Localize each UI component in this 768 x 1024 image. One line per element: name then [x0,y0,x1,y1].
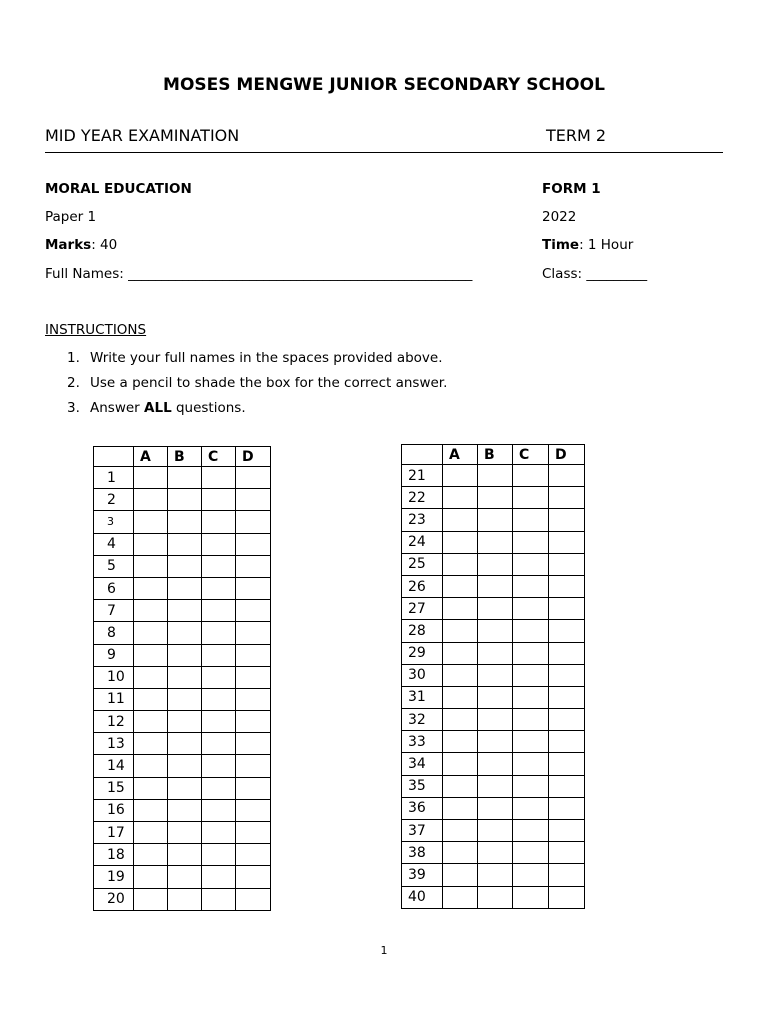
answer-box-a[interactable] [443,465,478,487]
answer-row [402,775,585,797]
answer-box-a[interactable] [134,799,168,821]
answer-grid-right [401,444,585,909]
answer-box-c[interactable] [513,598,549,620]
answer-box-b[interactable] [168,644,202,666]
answer-box-c[interactable] [202,688,236,710]
answer-row [94,577,271,599]
answer-row [402,731,585,753]
answer-box-b[interactable] [168,688,202,710]
answer-box-b[interactable] [168,555,202,577]
answer-box-c[interactable] [513,575,549,597]
answer-box-c[interactable] [513,775,549,797]
full-names-field[interactable]: Full Names: ___________________________________________________ [45,266,473,282]
answer-box-c[interactable] [513,553,549,575]
answer-box-a[interactable] [443,797,478,819]
answer-box-d[interactable] [549,709,585,731]
year-label: 2022 [542,209,577,225]
answer-box-a[interactable] [134,622,168,644]
class-field[interactable]: Class: _________ [542,266,648,282]
answer-box-c[interactable] [513,820,549,842]
question-number: 31 [402,686,443,708]
answer-box-d[interactable] [549,686,585,708]
answer-row [94,866,271,888]
option-header-b: B [168,447,202,467]
answer-box-d[interactable] [549,598,585,620]
answer-box-c[interactable] [513,642,549,664]
answer-box-a[interactable] [134,489,168,511]
instruction-text-post: questions. [171,400,246,416]
answer-row [94,622,271,644]
answer-box-a[interactable] [134,755,168,777]
answer-box-b[interactable] [168,533,202,555]
answer-box-b[interactable] [478,820,513,842]
answer-row [94,733,271,755]
answer-box-d[interactable] [236,489,271,511]
answer-row [402,797,585,819]
blank-header-cell [402,445,443,465]
answer-box-b[interactable] [168,866,202,888]
question-number: 34 [402,753,443,775]
subject-label: MORAL EDUCATION [45,181,192,197]
question-number: 40 [402,886,443,908]
option-header-a: A [443,445,478,465]
answer-row [402,465,585,487]
blank-header-cell [94,447,134,467]
answer-box-b[interactable] [478,553,513,575]
answer-box-c[interactable] [202,644,236,666]
answer-box-c[interactable] [202,822,236,844]
answer-box-d[interactable] [236,644,271,666]
answer-box-d[interactable] [236,533,271,555]
answer-row [94,533,271,555]
answer-box-a[interactable] [134,688,168,710]
answer-box-c[interactable] [202,755,236,777]
answer-box-b[interactable] [478,642,513,664]
answer-box-a[interactable] [443,775,478,797]
answer-box-c[interactable] [202,799,236,821]
answer-box-d[interactable] [236,733,271,755]
instruction-text: Write your full names in the spaces provided above. [90,350,443,366]
answer-box-b[interactable] [168,755,202,777]
instruction-text-pre: Answer [90,400,145,416]
question-number: 11 [94,688,134,710]
answer-row [402,886,585,908]
answer-row [94,799,271,821]
answer-box-b[interactable] [168,799,202,821]
answer-box-c[interactable] [513,686,549,708]
answer-box-b[interactable] [478,598,513,620]
answer-box-c[interactable] [202,888,236,910]
answer-box-d[interactable] [549,620,585,642]
answer-row [402,487,585,509]
question-number: 25 [402,553,443,575]
answer-box-d[interactable] [236,777,271,799]
answer-box-b[interactable] [478,664,513,686]
answer-box-d[interactable] [236,555,271,577]
answer-row [94,644,271,666]
question-number: 1 [94,467,134,489]
answer-box-d[interactable] [236,711,271,733]
answer-box-d[interactable] [236,666,271,688]
school-title: MOSES MENGWE JUNIOR SECONDARY SCHOOL [163,75,605,95]
answer-box-a[interactable] [134,777,168,799]
instruction-item-2 [67,375,448,391]
answer-box-d[interactable] [549,820,585,842]
answer-box-d[interactable] [549,842,585,864]
answer-row [94,822,271,844]
answer-box-b[interactable] [168,467,202,489]
question-number: 32 [402,709,443,731]
question-number: 39 [402,864,443,886]
marks-info [45,237,117,253]
answer-row [94,511,271,533]
answer-box-b[interactable] [478,775,513,797]
answer-box-a[interactable] [443,575,478,597]
answer-box-b[interactable] [168,733,202,755]
question-number: 16 [94,799,134,821]
answer-row [94,777,271,799]
marks-value: : 40 [91,237,118,253]
answer-box-d[interactable] [549,886,585,908]
paper-label: Paper 1 [45,209,97,225]
instruction-text-bold: ALL [144,400,172,416]
answer-box-a[interactable] [134,844,168,866]
answer-box-c[interactable] [202,844,236,866]
answer-box-a[interactable] [443,598,478,620]
answer-box-c[interactable] [513,487,549,509]
answer-box-a[interactable] [134,555,168,577]
question-number: 18 [94,844,134,866]
answer-row [402,709,585,731]
answer-row [94,666,271,688]
answer-row [402,642,585,664]
answer-box-c[interactable] [202,555,236,577]
marks-label: Marks [45,237,92,253]
answer-row [402,553,585,575]
answer-box-b[interactable] [168,600,202,622]
question-number: 19 [94,866,134,888]
answer-box-b[interactable] [478,886,513,908]
answer-box-d[interactable] [236,844,271,866]
question-number: 10 [94,666,134,688]
answer-box-b[interactable] [168,888,202,910]
answer-box-a[interactable] [443,842,478,864]
answer-box-c[interactable] [513,531,549,553]
answer-box-d[interactable] [236,799,271,821]
answer-box-b[interactable] [168,511,202,533]
answer-row [94,489,271,511]
answer-box-b[interactable] [478,797,513,819]
answer-row [402,842,585,864]
answer-box-c[interactable] [202,600,236,622]
answer-box-b[interactable] [168,711,202,733]
answer-box-b[interactable] [168,777,202,799]
answer-row [94,467,271,489]
answer-box-d[interactable] [236,577,271,599]
question-number: 7 [94,600,134,622]
answer-row [94,844,271,866]
answer-box-a[interactable] [134,511,168,533]
answer-box-c[interactable] [513,886,549,908]
answer-box-a[interactable] [443,487,478,509]
answer-box-c[interactable] [202,467,236,489]
form-label: FORM 1 [542,181,601,197]
answer-row [402,664,585,686]
instruction-number: 3. [67,400,80,416]
instruction-number: 1. [67,350,80,366]
answer-box-a[interactable] [443,886,478,908]
option-header-c: C [513,445,549,465]
option-header-d: D [236,447,271,467]
answer-box-a[interactable] [443,509,478,531]
question-number: 26 [402,575,443,597]
question-number: 5 [94,555,134,577]
answer-grid-header [402,445,585,465]
answer-box-b[interactable] [168,577,202,599]
answer-box-c[interactable] [513,509,549,531]
answer-box-b[interactable] [478,575,513,597]
answer-box-a[interactable] [134,666,168,688]
header-divider [45,152,723,153]
answer-box-a[interactable] [443,620,478,642]
answer-box-a[interactable] [443,531,478,553]
answer-box-a[interactable] [443,753,478,775]
answer-box-b[interactable] [478,709,513,731]
answer-box-b[interactable] [478,620,513,642]
answer-box-a[interactable] [134,577,168,599]
answer-box-a[interactable] [134,866,168,888]
answer-box-c[interactable] [513,731,549,753]
answer-box-c[interactable] [513,465,549,487]
instruction-text [90,400,246,416]
answer-row [402,820,585,842]
answer-box-c[interactable] [513,620,549,642]
question-number: 12 [94,711,134,733]
answer-box-a[interactable] [443,709,478,731]
answer-box-c[interactable] [513,753,549,775]
answer-box-c[interactable] [202,489,236,511]
question-number: 35 [402,775,443,797]
answer-box-a[interactable] [443,664,478,686]
answer-row [402,686,585,708]
answer-row [94,888,271,910]
answer-box-c[interactable] [202,666,236,688]
answer-box-a[interactable] [134,822,168,844]
answer-box-b[interactable] [478,842,513,864]
answer-box-b[interactable] [478,753,513,775]
question-number: 24 [402,531,443,553]
instruction-text: Use a pencil to shade the box for the correct answer. [90,375,448,391]
answer-box-d[interactable] [549,731,585,753]
answer-box-d[interactable] [549,753,585,775]
answer-box-b[interactable] [168,844,202,866]
answer-box-a[interactable] [134,533,168,555]
question-number: 15 [94,777,134,799]
answer-row [402,575,585,597]
instruction-item-1 [67,350,443,366]
question-number: 22 [402,487,443,509]
answer-box-c[interactable] [202,777,236,799]
answer-box-b[interactable] [478,864,513,886]
answer-box-d[interactable] [236,467,271,489]
time-info [542,237,633,253]
option-header-c: C [202,447,236,467]
page-number: 1 [380,944,388,957]
answer-box-d[interactable] [549,642,585,664]
answer-box-a[interactable] [134,600,168,622]
answer-box-a[interactable] [443,820,478,842]
question-number: 13 [94,733,134,755]
answer-box-b[interactable] [168,489,202,511]
answer-box-c[interactable] [202,711,236,733]
option-header-b: B [478,445,513,465]
answer-box-d[interactable] [549,775,585,797]
answer-row [94,600,271,622]
answer-box-b[interactable] [168,822,202,844]
answer-box-b[interactable] [478,531,513,553]
answer-box-b[interactable] [168,622,202,644]
question-number: 36 [402,797,443,819]
answer-box-c[interactable] [202,511,236,533]
answer-box-b[interactable] [478,465,513,487]
answer-box-d[interactable] [549,575,585,597]
answer-box-d[interactable] [236,866,271,888]
instruction-number: 2. [67,375,80,391]
answer-box-a[interactable] [443,686,478,708]
answer-box-a[interactable] [443,553,478,575]
answer-row [94,755,271,777]
answer-box-c[interactable] [202,577,236,599]
answer-box-d[interactable] [236,888,271,910]
answer-box-c[interactable] [202,622,236,644]
answer-row [402,509,585,531]
answer-row [94,555,271,577]
answer-box-d[interactable] [549,465,585,487]
question-number: 21 [402,465,443,487]
answer-box-c[interactable] [202,733,236,755]
answer-box-d[interactable] [549,509,585,531]
instruction-item-3 [67,400,246,416]
question-number: 37 [402,820,443,842]
question-number: 27 [402,598,443,620]
answer-box-a[interactable] [134,467,168,489]
answer-grid-header [94,447,271,467]
answer-box-a[interactable] [134,644,168,666]
answer-box-a[interactable] [134,711,168,733]
answer-box-a[interactable] [134,733,168,755]
answer-box-d[interactable] [236,600,271,622]
question-number: 30 [402,664,443,686]
answer-box-b[interactable] [478,686,513,708]
answer-row [402,598,585,620]
answer-box-a[interactable] [443,731,478,753]
answer-box-d[interactable] [549,553,585,575]
exam-title: MID YEAR EXAMINATION [45,126,240,145]
answer-row [402,620,585,642]
question-number: 8 [94,622,134,644]
answer-box-c[interactable] [202,533,236,555]
answer-box-c[interactable] [202,866,236,888]
answer-box-d[interactable] [236,511,271,533]
answer-box-d[interactable] [549,664,585,686]
question-number: 2 [94,489,134,511]
answer-box-b[interactable] [478,487,513,509]
answer-box-d[interactable] [549,797,585,819]
answer-row [94,711,271,733]
answer-box-b[interactable] [168,666,202,688]
time-value: : 1 Hour [579,237,634,253]
answer-box-b[interactable] [478,731,513,753]
question-number: 9 [94,644,134,666]
answer-grid-left [93,446,271,911]
answer-box-c[interactable] [513,709,549,731]
question-number: 23 [402,509,443,531]
question-number: 17 [94,822,134,844]
answer-box-a[interactable] [443,642,478,664]
question-number: 3 [94,511,134,533]
answer-box-c[interactable] [513,797,549,819]
answer-box-d[interactable] [236,688,271,710]
answer-box-d[interactable] [236,755,271,777]
answer-row [402,531,585,553]
answer-row [94,688,271,710]
answer-box-c[interactable] [513,664,549,686]
question-number: 14 [94,755,134,777]
answer-box-d[interactable] [549,531,585,553]
question-number: 4 [94,533,134,555]
answer-row [402,753,585,775]
answer-box-d[interactable] [236,822,271,844]
answer-row [402,864,585,886]
question-number: 33 [402,731,443,753]
answer-box-b[interactable] [478,509,513,531]
answer-box-d[interactable] [549,864,585,886]
answer-box-d[interactable] [549,487,585,509]
question-number: 29 [402,642,443,664]
option-header-a: A [134,447,168,467]
question-number: 38 [402,842,443,864]
time-label: Time [542,237,580,253]
answer-box-d[interactable] [236,622,271,644]
term-label: TERM 2 [546,126,607,145]
answer-box-a[interactable] [443,864,478,886]
option-header-d: D [549,445,585,465]
question-number: 6 [94,577,134,599]
question-number: 28 [402,620,443,642]
instructions-heading: INSTRUCTIONS [45,322,147,338]
answer-box-c[interactable] [513,864,549,886]
answer-box-c[interactable] [513,842,549,864]
answer-box-a[interactable] [134,888,168,910]
question-number: 20 [94,888,134,910]
